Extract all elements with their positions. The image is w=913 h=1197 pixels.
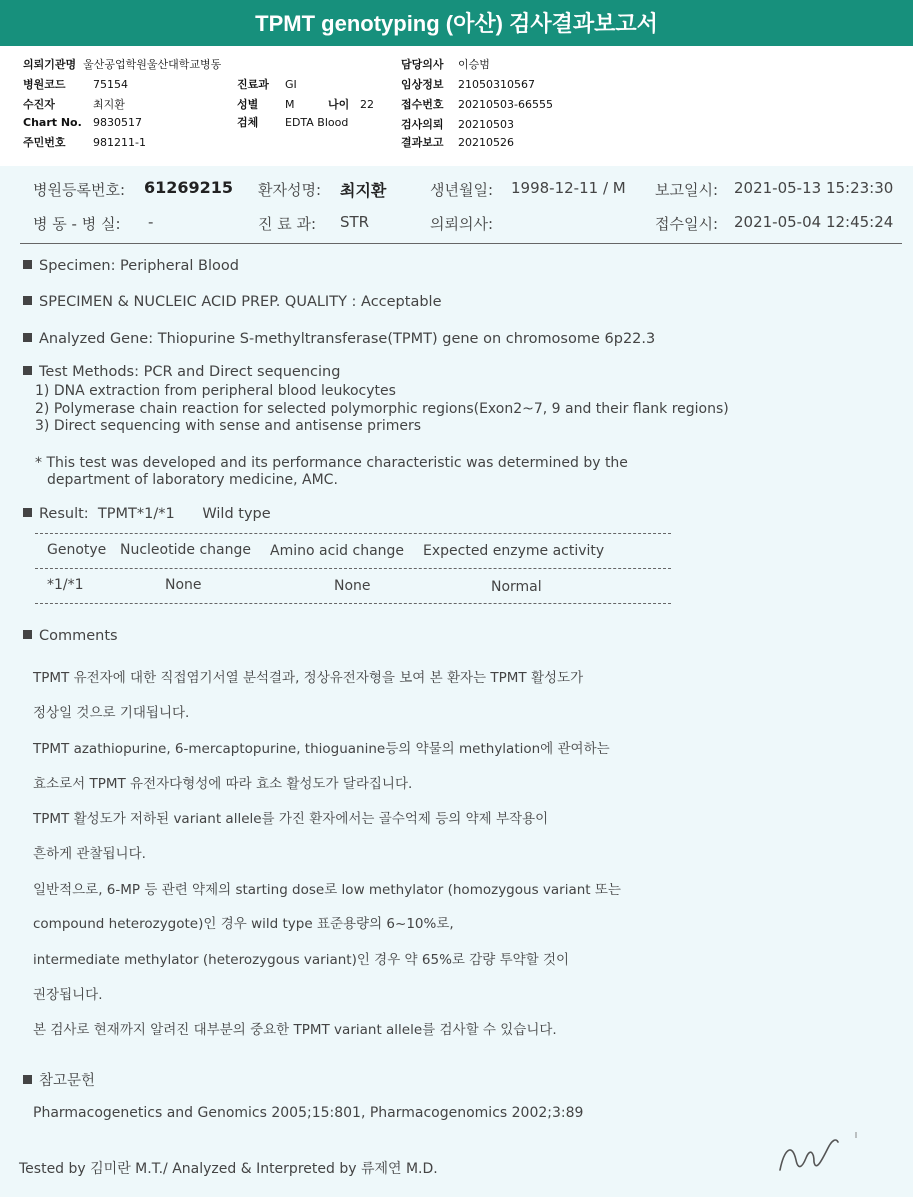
- table-top-rule: [35, 533, 671, 534]
- section-test-methods: Test Methods: PCR and Direct sequencing: [23, 364, 340, 380]
- received-time-value: 2021-05-04 12:45:24: [734, 213, 894, 231]
- signature-image: [770, 1130, 870, 1180]
- bullet-icon: [23, 508, 32, 517]
- bullet-icon: [23, 1075, 32, 1084]
- comment-line: TPMT 유전자에 대한 직접염기서열 분석결과, 정상유전자형을 보여 본 환자는 TPMT 활성도가: [33, 670, 584, 686]
- info-age: 나이 22: [328, 98, 374, 111]
- comment-line: 일반적으로, 6-MP 등 관련 약제의 starting dose로 low methylator (homozygous variant 또는: [33, 882, 621, 898]
- comment-line: 권장됩니다.: [33, 987, 103, 1003]
- info-department: 진료과 GI: [237, 78, 297, 91]
- table-bottom-rule: [35, 603, 671, 604]
- info-chart-no: Chart No. 9830517: [23, 116, 142, 129]
- info-specimen: 검체 EDTA Blood: [237, 116, 349, 129]
- dob-value: 1998-12-11 / M: [511, 179, 626, 197]
- table-header-genotype: Genotye: [47, 542, 107, 558]
- ward-value: -: [148, 213, 154, 231]
- report-time-label: 보고일시:: [655, 181, 719, 199]
- divider: [20, 243, 902, 244]
- info-hospital-code: 병원코드 75154: [23, 78, 128, 91]
- tested-by-footer: Tested by 김미란 M.T./ Analyzed & Interpreted by 류제연 M.D.: [19, 1161, 438, 1177]
- report-title: TPMT genotyping (아산) 검사결과보고서: [0, 0, 913, 46]
- section-analyzed-gene: Analyzed Gene: Thiopurine S-methyltransferase(TPMT) gene on chromosome 6p22.3: [23, 331, 655, 347]
- comment-line: compound heterozygote)인 경우 wild type 표준용량의 6~10%로,: [33, 916, 454, 932]
- info-resident-no: 주민번호 981211-1: [23, 136, 146, 149]
- table-cell-genotype: *1/*1: [47, 577, 84, 593]
- report-time-value: 2021-05-13 15:23:30: [734, 179, 894, 197]
- received-time-label: 접수일시:: [655, 215, 719, 233]
- patient-name-value: 최지환: [340, 181, 387, 200]
- comment-line: 효소로서 TPMT 유전자다형성에 따라 효소 활성도가 달라집니다.: [33, 776, 413, 792]
- comment-line: 흔하게 관찰됩니다.: [33, 846, 146, 862]
- table-header-amino-acid: Amino acid change: [270, 543, 405, 559]
- method-step-2: 2) Polymerase chain reaction for selected polymorphic regions(Exon2~7, 9 and their flank regions): [35, 401, 729, 417]
- comment-line: intermediate methylator (heterozygous variant)인 경우 약 65%로 감량 투약할 것이: [33, 952, 570, 968]
- comment-line: 정상일 것으로 기대됩니다.: [33, 705, 190, 721]
- bullet-icon: [23, 333, 32, 342]
- section-references: 참고문헌: [23, 1069, 95, 1090]
- section-result: Result: TPMT*1/*1 Wild type: [23, 506, 271, 522]
- info-clinical-info: 임상정보 21050310567: [401, 78, 535, 91]
- bullet-icon: [23, 296, 32, 305]
- info-sex: 성별 M: [237, 98, 295, 111]
- table-header-enzyme-activity: Expected enzyme activity: [423, 543, 605, 559]
- bullet-icon: [23, 366, 32, 375]
- ward-label: 병 동 - 병 실:: [33, 215, 121, 233]
- comment-line: TPMT 활성도가 저하된 variant allele를 가진 환자에서는 골수억제 등의 약제 부작용이: [33, 811, 549, 827]
- references-text: Pharmacogenetics and Genomics 2005;15:801, Pharmacogenomics 2002;3:89: [33, 1105, 584, 1121]
- info-result-report: 결과보고 20210526: [401, 136, 514, 149]
- section-quality: SPECIMEN & NUCLEIC ACID PREP. QUALITY : Acceptable: [23, 294, 442, 310]
- info-examinee: 수진자 최지환: [23, 98, 125, 111]
- method-step-3: 3) Direct sequencing with sense and antisense primers: [35, 418, 422, 434]
- reg-no-value: 61269215: [144, 178, 234, 197]
- requesting-doctor-label: 의뢰의사:: [430, 215, 494, 233]
- section-specimen: Specimen: Peripheral Blood: [23, 258, 239, 274]
- table-header-rule: [35, 568, 671, 569]
- info-attending-doctor: 담당의사 이승범: [401, 58, 490, 71]
- table-cell-enzyme-activity: Normal: [491, 579, 542, 595]
- dob-label: 생년월일:: [430, 181, 494, 199]
- method-step-1: 1) DNA extraction from peripheral blood leukocytes: [35, 383, 396, 399]
- section-comments: Comments: [23, 628, 118, 644]
- dept-value: STR: [340, 213, 370, 231]
- header-info-panel: [0, 46, 913, 166]
- comment-line: TPMT azathiopurine, 6-mercaptopurine, thioguanine등의 약물의 methylation에 관여하는: [33, 741, 610, 757]
- table-cell-nucleotide: None: [165, 577, 202, 593]
- bullet-icon: [23, 260, 32, 269]
- table-header-nucleotide: Nucleotide change: [120, 542, 251, 558]
- dept-label: 진 료 과:: [258, 215, 317, 233]
- info-receipt-no: 접수번호 20210503-66555: [401, 98, 553, 111]
- method-note-line-1: * This test was developed and its performance characteristic was determined by the: [35, 455, 628, 471]
- comment-line: 본 검사로 현재까지 알려진 대부분의 중요한 TPMT variant allele를 검사할 수 있습니다.: [33, 1022, 557, 1038]
- info-test-request: 검사의뢰 20210503: [401, 118, 514, 131]
- reg-no-label: 병원등록번호:: [33, 181, 125, 199]
- method-note-line-2: department of laboratory medicine, AMC.: [47, 472, 338, 488]
- info-referring-institution: 의뢰기관명 울산공업학원울산대학교병동: [23, 58, 222, 71]
- table-cell-amino-acid: None: [334, 578, 371, 594]
- bullet-icon: [23, 630, 32, 639]
- patient-name-label: 환자성명:: [258, 181, 322, 199]
